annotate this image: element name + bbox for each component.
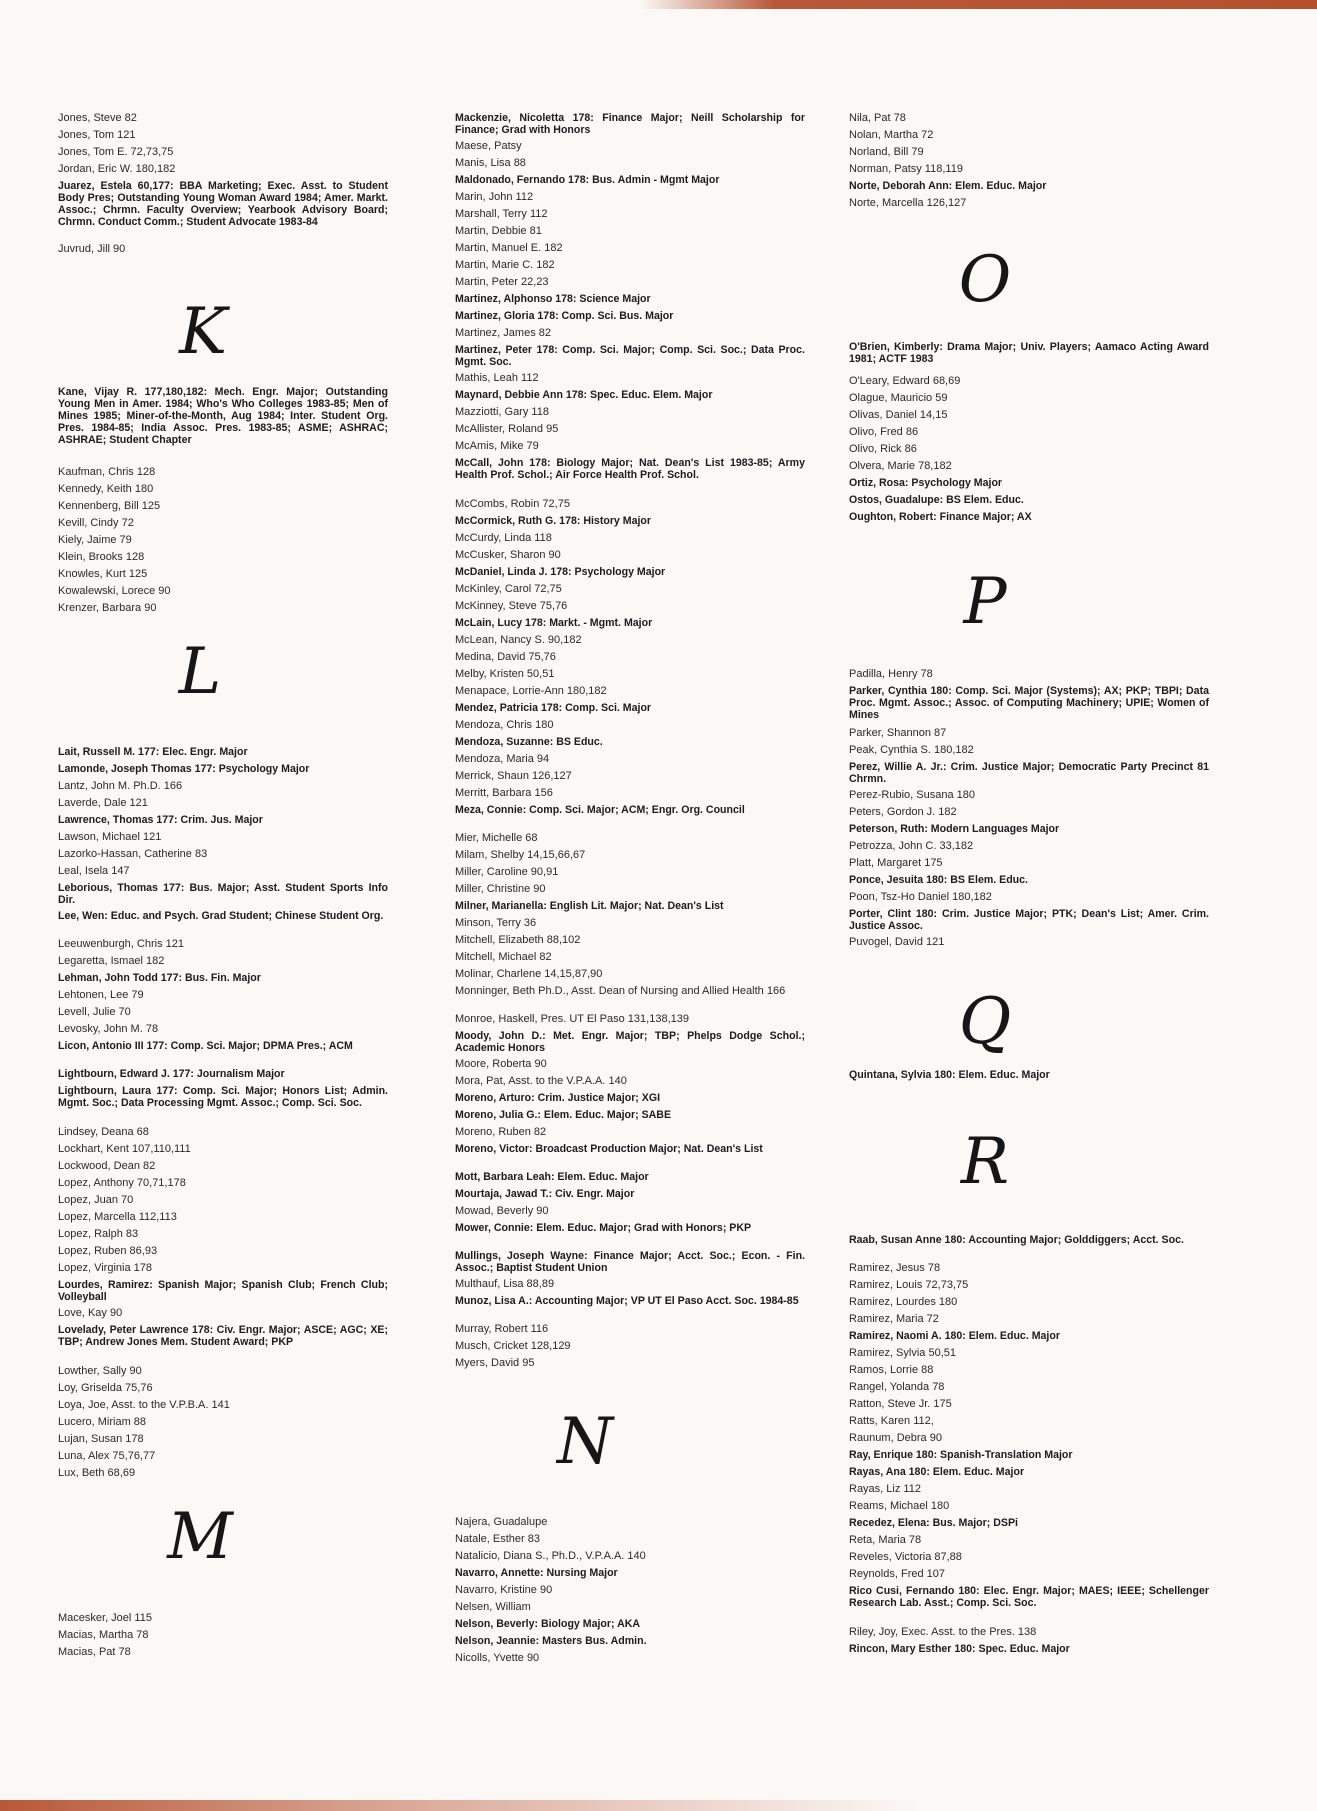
- index-entry: Love, Kay 90: [58, 1307, 123, 1319]
- index-entry: Kane, Vijay R. 177,180,182: Mech. Engr. Major; Outstanding Young Men in Amer. 1984; Who's Who Colleges 1983-85; Men of Mines 1985; Miner-of-the-Month, Aug 1984; Inter. Student Org. Pres. 1984-85; India Assoc. Pres. 1983-85; ASME; ASHRAC; ASHRAE; Student Chapter: [58, 386, 388, 446]
- index-entry: Recedez, Elena: Bus. Major; DSPi: [849, 1517, 1018, 1529]
- index-entry: Ramirez, Naomi A. 180: Elem. Educ. Major: [849, 1330, 1060, 1342]
- section-letter-o: O: [958, 243, 1012, 317]
- index-entry: McLain, Lucy 178: Markt. - Mgmt. Major: [455, 617, 653, 629]
- index-entry: Nelsen, William: [455, 1601, 531, 1613]
- index-entry: McCombs, Robin 72,75: [455, 498, 570, 510]
- section-letter-n: N: [557, 1405, 613, 1479]
- index-entry: O'Brien, Kimberly: Drama Major; Univ. Players; Aamaco Acting Award 1981; ACTF 1983: [849, 341, 1209, 365]
- index-entry: McAllister, Roland 95: [455, 423, 559, 435]
- index-entry: Leeuwenburgh, Chris 121: [58, 938, 184, 950]
- index-entry: Lopez, Ralph 83: [58, 1228, 139, 1240]
- index-entry: Rayas, Liz 112: [849, 1483, 921, 1495]
- index-entry: Mower, Connie: Elem. Educ. Major; Grad with Honors; PKP: [455, 1222, 752, 1234]
- index-entry: Norman, Patsy 118,119: [849, 163, 963, 175]
- index-entry: Martinez, James 82: [455, 327, 551, 339]
- index-entry: Lowther, Sally 90: [58, 1365, 142, 1377]
- index-entry: Manis, Lisa 88: [455, 157, 526, 169]
- index-entry: Norte, Marcella 126,127: [849, 197, 967, 209]
- index-entry: Raab, Susan Anne 180: Accounting Major; Golddiggers; Acct. Soc.: [849, 1234, 1184, 1246]
- index-entry: Maldonado, Fernando 178: Bus. Admin - Mgmt Major: [455, 174, 720, 186]
- index-entry: McCurdy, Linda 118: [455, 532, 552, 544]
- index-entry: Lopez, Ruben 86,93: [58, 1245, 158, 1257]
- index-entry: Lait, Russell M. 177: Elec. Engr. Major: [58, 746, 248, 758]
- index-entry: Martin, Marie C. 182: [455, 259, 555, 271]
- index-entry: Nolan, Martha 72: [849, 129, 934, 141]
- index-entry: Macias, Pat 78: [58, 1646, 131, 1658]
- index-entry: McDaniel, Linda J. 178: Psychology Major: [455, 566, 666, 578]
- index-entry: Reynolds, Fred 107: [849, 1568, 945, 1580]
- index-entry: Raunum, Debra 90: [849, 1432, 942, 1444]
- index-entry: Jones, Tom 121: [58, 129, 136, 141]
- index-entry: Norte, Deborah Ann: Elem. Educ. Major: [849, 180, 1047, 192]
- index-entry: Kennedy, Keith 180: [58, 483, 154, 495]
- index-entry: Merritt, Barbara 156: [455, 787, 553, 799]
- index-entry: Melby, Kristen 50,51: [455, 668, 555, 680]
- index-entry: Mora, Pat, Asst. to the V.P.A.A. 140: [455, 1075, 627, 1087]
- index-entry: Parker, Cynthia 180: Comp. Sci. Major (Systems); AX; PKP; TBPI; Data Proc. Mgmt. Assoc.; Assoc. of Computing Machinery; UPIE; Women of Mines: [849, 685, 1209, 721]
- index-entry: Najera, Guadalupe: [455, 1516, 548, 1528]
- index-entry: Levosky, John M. 78: [58, 1023, 159, 1035]
- section-letter-m: M: [167, 1500, 233, 1574]
- index-entry: Luna, Alex 75,76,77: [58, 1450, 156, 1462]
- index-entry: Moreno, Julia G.: Elem. Educ. Major; SABE: [455, 1109, 672, 1121]
- index-entry: Petrozza, John C. 33,182: [849, 840, 974, 852]
- index-entry: Kaufman, Chris 128: [58, 466, 156, 478]
- index-entry: McKinney, Steve 75,76: [455, 600, 568, 612]
- index-entry: Meza, Connie: Comp. Sci. Major; ACM; Engr. Org. Council: [455, 804, 745, 816]
- section-letter-r: R: [960, 1125, 1010, 1199]
- index-entry: Lujan, Susan 178: [58, 1433, 144, 1445]
- index-entry: Ponce, Jesuita 180: BS Elem. Educ.: [849, 874, 1028, 886]
- index-entry: Martinez, Alphonso 178: Science Major: [455, 293, 651, 305]
- index-entry: Mott, Barbara Leah: Elem. Educ. Major: [455, 1171, 649, 1183]
- index-entry: Platt, Margaret 175: [849, 857, 943, 869]
- index-entry: Quintana, Sylvia 180: Elem. Educ. Major: [849, 1069, 1050, 1081]
- index-entry: Myers, David 95: [455, 1357, 535, 1369]
- index-entry: Maese, Patsy: [455, 140, 522, 152]
- index-entry: Merrick, Shaun 126,127: [455, 770, 572, 782]
- index-entry: Lucero, Miriam 88: [58, 1416, 147, 1428]
- index-entry: Navarro, Kristine 90: [455, 1584, 553, 1596]
- index-entry: Jones, Tom E. 72,73,75: [58, 146, 174, 158]
- index-entry: Nila, Pat 78: [849, 112, 906, 124]
- index-entry: Marin, John 112: [455, 191, 534, 203]
- index-entry: Moreno, Victor: Broadcast Production Major; Nat. Dean's List: [455, 1143, 763, 1155]
- index-entry: Peters, Gordon J. 182: [849, 806, 957, 818]
- section-letter-k: K: [179, 295, 227, 369]
- index-entry: Rayas, Ana 180: Elem. Educ. Major: [849, 1466, 1025, 1478]
- index-entry: Moore, Roberta 90: [455, 1058, 547, 1070]
- index-entry: Moreno, Ruben 82: [455, 1126, 547, 1138]
- index-entry: Ramirez, Lourdes 180: [849, 1296, 958, 1308]
- index-entry: Reams, Michael 180: [849, 1500, 950, 1512]
- index-entry: McLean, Nancy S. 90,182: [455, 634, 582, 646]
- index-entry: Mullings, Joseph Wayne: Finance Major; Acct. Soc.; Econ. - Fin. Assoc.; Baptist Student Union: [455, 1250, 805, 1274]
- index-entry: Loya, Joe, Asst. to the V.P.B.A. 141: [58, 1399, 230, 1411]
- index-entry: Ratts, Karen 112,: [849, 1415, 934, 1427]
- index-entry: Juvrud, Jill 90: [58, 243, 126, 255]
- index-entry: Lockhart, Kent 107,110,111: [58, 1143, 191, 1155]
- index-entry: Riley, Joy, Exec. Asst. to the Pres. 138: [849, 1626, 1037, 1638]
- index-entry: Leborious, Thomas 177: Bus. Major; Asst. Student Sports Info Dir.: [58, 882, 388, 906]
- index-entry: Martin, Debbie 81: [455, 225, 542, 237]
- index-entry: Peak, Cynthia S. 180,182: [849, 744, 974, 756]
- index-entry: Milam, Shelby 14,15,66,67: [455, 849, 586, 861]
- index-entry: Laverde, Dale 121: [58, 797, 148, 809]
- index-entry: Levell, Julie 70: [58, 1006, 131, 1018]
- index-entry: Kowalewski, Lorece 90: [58, 585, 171, 597]
- index-entry: Lehman, John Todd 177: Bus. Fin. Major: [58, 972, 261, 984]
- bottom-accent-bar: [0, 1800, 1317, 1811]
- index-entry: McCormick, Ruth G. 178: History Major: [455, 515, 652, 527]
- index-entry: McKinley, Carol 72,75: [455, 583, 562, 595]
- index-entry: Lovelady, Peter Lawrence 178: Civ. Engr. Major; ASCE; AGC; XE; TBP; Andrew Jones Mem. Student Award; PKP: [58, 1324, 388, 1348]
- index-entry: Rincon, Mary Esther 180: Spec. Educ. Major: [849, 1643, 1070, 1655]
- index-entry: Loy, Griselda 75,76: [58, 1382, 153, 1394]
- section-letter-l: L: [178, 635, 222, 709]
- index-entry: O'Leary, Edward 68,69: [849, 375, 961, 387]
- index-entry: Legaretta, Ismael 182: [58, 955, 165, 967]
- index-entry: Menapace, Lorrie-Ann 180,182: [455, 685, 607, 697]
- index-entry: Lightbourn, Edward J. 177: Journalism Major: [58, 1068, 285, 1080]
- index-entry: Ramirez, Sylvia 50,51: [849, 1347, 956, 1359]
- section-letter-p: P: [963, 565, 1007, 639]
- index-entry: Marshall, Terry 112: [455, 208, 548, 220]
- index-entry: Lindsey, Deana 68: [58, 1126, 149, 1138]
- index-entry: Reta, Maria 78: [849, 1534, 922, 1546]
- index-entry: Peterson, Ruth: Modern Languages Major: [849, 823, 1060, 835]
- index-entry: Ramos, Lorrie 88: [849, 1364, 934, 1376]
- index-entry: Lamonde, Joseph Thomas 177: Psychology Major: [58, 763, 310, 775]
- index-entry: Perez, Willie A. Jr.: Crim. Justice Major; Democratic Party Precinct 81 Chrmn.: [849, 761, 1209, 785]
- index-entry: Mathis, Leah 112: [455, 372, 539, 384]
- index-entry: Jones, Steve 82: [58, 112, 137, 124]
- index-entry: Nelson, Jeannie: Masters Bus. Admin.: [455, 1635, 647, 1647]
- index-entry: Natale, Esther 83: [455, 1533, 540, 1545]
- index-entry: Norland, Bill 79: [849, 146, 924, 158]
- index-entry: Lawrence, Thomas 177: Crim. Jus. Major: [58, 814, 263, 826]
- index-entry: Licon, Antonio III 177: Comp. Sci. Major; DPMA Pres.; ACM: [58, 1040, 353, 1052]
- index-entry: Minson, Terry 36: [455, 917, 537, 929]
- index-entry: Multhauf, Lisa 88,89: [455, 1278, 555, 1290]
- index-entry: Porter, Clint 180: Crim. Justice Major; PTK; Dean's List; Amer. Crim. Justice Assoc.: [849, 908, 1209, 932]
- index-entry: Martin, Peter 22,23: [455, 276, 549, 288]
- index-entry: Juarez, Estela 60,177: BBA Marketing; Exec. Asst. to Student Body Pres; Outstanding Young Woman Award 1984; Amer. Markt. Assoc.; Chrmn. Faculty Overview; Yearbook Advisory Board; Chrmn. Conduct Comm.; Student Advocate 1983-84: [58, 180, 388, 228]
- top-accent-bar: [640, 0, 1317, 9]
- index-entry: Macias, Martha 78: [58, 1629, 149, 1641]
- index-entry: Lazorko-Hassan, Catherine 83: [58, 848, 208, 860]
- index-entry: Navarro, Annette: Nursing Major: [455, 1567, 618, 1579]
- index-entry: Lopez, Marcella 112,113: [58, 1211, 177, 1223]
- index-entry: Lopez, Anthony 70,71,178: [58, 1177, 186, 1189]
- index-entry: Oughton, Robert: Finance Major; AX: [849, 511, 1032, 523]
- index-entry: Lockwood, Dean 82: [58, 1160, 156, 1172]
- index-entry: Mackenzie, Nicoletta 178: Finance Major; Neill Scholarship for Finance; Grad with Honors: [455, 112, 805, 136]
- section-letter-q: Q: [958, 985, 1012, 1059]
- index-entry: Mier, Michelle 68: [455, 832, 538, 844]
- index-entry: Klein, Brooks 128: [58, 551, 145, 563]
- index-entry: Mendez, Patricia 178: Comp. Sci. Major: [455, 702, 652, 714]
- index-entry: Lux, Beth 68,69: [58, 1467, 136, 1479]
- index-entry: Krenzer, Barbara 90: [58, 602, 157, 614]
- index-entry: Mourtaja, Jawad T.: Civ. Engr. Major: [455, 1188, 635, 1200]
- index-entry: Medina, David 75,76: [455, 651, 556, 663]
- index-entry: Moody, John D.: Met. Engr. Major; TBP; Phelps Dodge Schol.; Academic Honors: [455, 1030, 805, 1054]
- index-entry: Monroe, Haskell, Pres. UT El Paso 131,138,139: [455, 1013, 689, 1025]
- index-entry: Mendoza, Suzanne: BS Educ.: [455, 736, 603, 748]
- index-entry: Lawson, Michael 121: [58, 831, 162, 843]
- index-entry: Nicolls, Yvette 90: [455, 1652, 540, 1664]
- index-entry: Miller, Caroline 90,91: [455, 866, 559, 878]
- index-entry: Musch, Cricket 128,129: [455, 1340, 571, 1352]
- index-entry: Ratton, Steve Jr. 175: [849, 1398, 952, 1410]
- index-entry: Kennenberg, Bill 125: [58, 500, 161, 512]
- index-entry: Mendoza, Maria 94: [455, 753, 550, 765]
- index-entry: Milner, Marianella: English Lit. Major; Nat. Dean's List: [455, 900, 724, 912]
- index-entry: Knowles, Kurt 125: [58, 568, 148, 580]
- index-entry: Olivo, Rick 86: [849, 443, 917, 455]
- index-entry: Parker, Shannon 87: [849, 727, 947, 739]
- index-entry: Lee, Wen: Educ. and Psych. Grad Student; Chinese Student Org.: [58, 910, 384, 922]
- index-entry: Lopez, Juan 70: [58, 1194, 134, 1206]
- index-entry: Lightbourn, Laura 177: Comp. Sci. Major; Honors List; Admin. Mgmt. Soc.; Data Processing Mgmt. Assoc.; Comp. Sci. Soc.: [58, 1085, 388, 1109]
- index-entry: Munoz, Lisa A.: Accounting Major; VP UT El Paso Acct. Soc. 1984-85: [455, 1295, 799, 1307]
- index-entry: Natalicio, Diana S., Ph.D., V.P.A.A. 140: [455, 1550, 646, 1562]
- index-entry: Ramirez, Jesus 78: [849, 1262, 941, 1274]
- index-entry: Reveles, Victoria 87,88: [849, 1551, 962, 1563]
- index-entry: Mowad, Beverly 90: [455, 1205, 549, 1217]
- index-entry: Moreno, Arturo: Crim. Justice Major; XGI: [455, 1092, 661, 1104]
- index-entry: Ray, Enrique 180: Spanish-Translation Major: [849, 1449, 1073, 1461]
- index-entry: Ramirez, Maria 72: [849, 1313, 939, 1325]
- index-entry: Puvogel, David 121: [849, 936, 945, 948]
- index-entry: Mitchell, Michael 82: [455, 951, 552, 963]
- index-entry: Macesker, Joel 115: [58, 1612, 152, 1624]
- index-entry: Rangel, Yolanda 78: [849, 1381, 945, 1393]
- index-entry: McCusker, Sharon 90: [455, 549, 561, 561]
- index-entry: Olivas, Daniel 14,15: [849, 409, 948, 421]
- index-entry: Mendoza, Chris 180: [455, 719, 554, 731]
- index-entry: Martinez, Gloria 178: Comp. Sci. Bus. Major: [455, 310, 674, 322]
- index-entry: Leal, Isela 147: [58, 865, 130, 877]
- index-entry: Ramirez, Louis 72,73,75: [849, 1279, 969, 1291]
- index-entry: Kevill, Cindy 72: [58, 517, 134, 529]
- index-entry: McAmis, Mike 79: [455, 440, 539, 452]
- index-entry: Perez-Rubio, Susana 180: [849, 789, 975, 801]
- index-entry: Kiely, Jaime 79: [58, 534, 132, 546]
- index-entry: Lopez, Virginia 178: [58, 1262, 152, 1274]
- index-entry: Murray, Robert 116: [455, 1323, 549, 1335]
- index-entry: Ortiz, Rosa: Psychology Major: [849, 477, 1003, 489]
- index-entry: McCall, John 178: Biology Major; Nat. Dean's List 1983-85; Army Health Prof. Schol.; Air Force Health Prof. Schol.: [455, 457, 805, 481]
- index-entry: Rico Cusi, Fernando 180: Elec. Engr. Major; MAES; IEEE; Schellenger Research Lab. Asst.; Comp. Sci. Soc.: [849, 1585, 1209, 1609]
- index-entry: Padilla, Henry 78: [849, 668, 933, 680]
- index-entry: Lehtonen, Lee 79: [58, 989, 144, 1001]
- index-entry: Olague, Mauricio 59: [849, 392, 948, 404]
- index-entry: Olivo, Fred 86: [849, 426, 919, 438]
- index-entry: Monninger, Beth Ph.D., Asst. Dean of Nursing and Allied Health 166: [455, 985, 786, 997]
- index-entry: Poon, Tsz-Ho Daniel 180,182: [849, 891, 992, 903]
- index-entry: Lourdes, Ramirez: Spanish Major; Spanish Club; French Club; Volleyball: [58, 1279, 388, 1303]
- index-entry: Maynard, Debbie Ann 178: Spec. Educ. Elem. Major: [455, 389, 713, 401]
- index-entry: Jordan, Eric W. 180,182: [58, 163, 176, 175]
- index-entry: Miller, Christine 90: [455, 883, 546, 895]
- index-entry: Mitchell, Elizabeth 88,102: [455, 934, 581, 946]
- index-entry: Lantz, John M. Ph.D. 166: [58, 780, 183, 792]
- index-entry: Nelson, Beverly: Biology Major; AKA: [455, 1618, 641, 1630]
- index-entry: Martin, Manuel E. 182: [455, 242, 563, 254]
- index-entry: Ostos, Guadalupe: BS Elem. Educ.: [849, 494, 1024, 506]
- index-entry: Mazziotti, Gary 118: [455, 406, 549, 418]
- index-entry: Martinez, Peter 178: Comp. Sci. Major; Comp. Sci. Soc.; Data Proc. Mgmt. Soc.: [455, 344, 805, 368]
- index-entry: Molinar, Charlene 14,15,87,90: [455, 968, 603, 980]
- index-entry: Olvera, Marie 78,182: [849, 460, 952, 472]
